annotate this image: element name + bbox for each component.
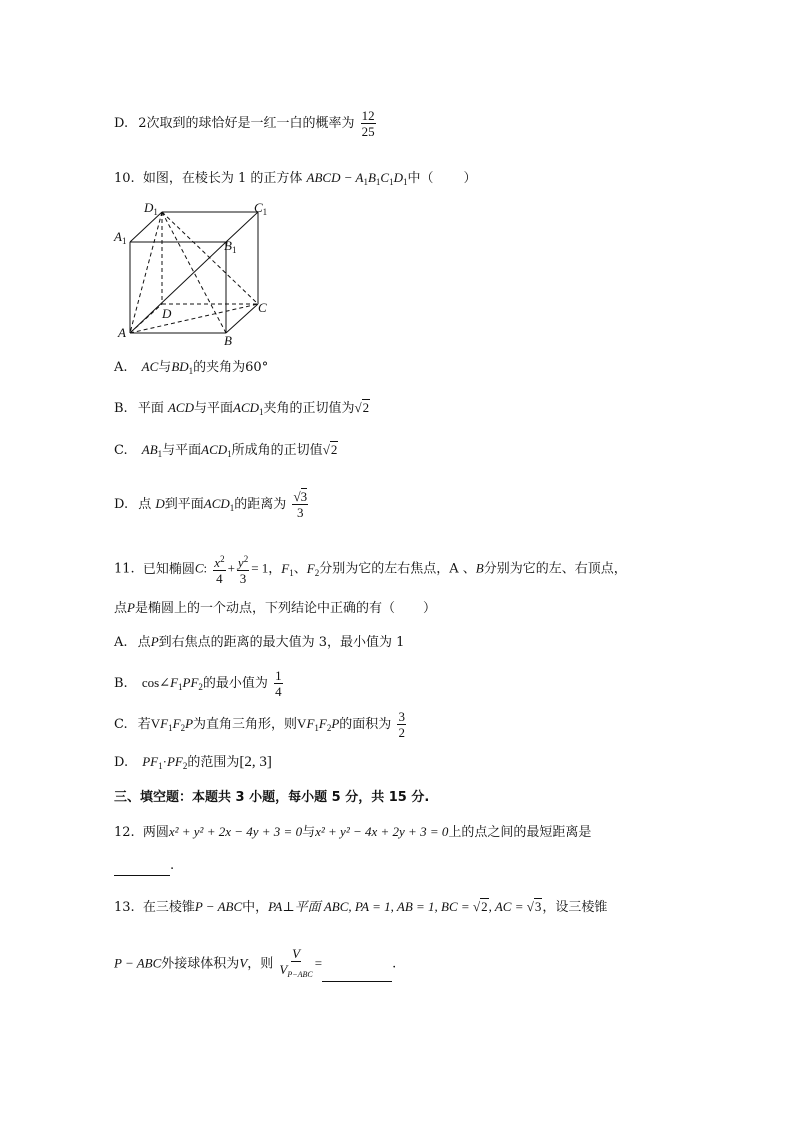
math-text: $ACD_1$ — [201, 442, 232, 459]
fraction-y2-over-3: $\frac{y^2}{3}$ — [237, 554, 249, 586]
option-text: 点 — [137, 635, 151, 650]
fraction-1-over-4: $\frac{1}{4}$ — [275, 668, 282, 699]
fraction-12-25 — [361, 108, 376, 139]
math-text: D — [155, 496, 165, 511]
option-text: 的夹角为60° — [193, 360, 269, 375]
math-text: $F_1F_2P$ — [306, 716, 340, 733]
triangle-symbol: V — [150, 716, 161, 731]
q11-stem-line2 — [114, 598, 436, 619]
stem-text: 中（ — [407, 171, 434, 186]
fraction-3-over-2: $\frac{3}{2}$ — [398, 709, 405, 740]
stem-text: 如图，在棱长为 1 的正方体 — [142, 171, 303, 186]
math-text: $AB_1$ — [141, 442, 163, 459]
q11-stem-line1: 11. 已知椭圆C: $\frac{x^2}{4}$ + $\frac{y^2}{3}$ = 1，$F_1$、$F_2$分别为它的左右焦点，A 、B分别为它的左、右顶点， — [114, 554, 627, 586]
cube-figure — [110, 198, 280, 348]
math-text: P − ABC — [194, 899, 243, 914]
hidden-D1A — [130, 212, 162, 333]
stem-text: ，则 — [247, 956, 274, 972]
answer-paren: ） — [422, 601, 436, 616]
option-label: C. — [114, 443, 128, 458]
option-label: C. — [114, 717, 128, 732]
math-text: P — [150, 634, 159, 649]
option-label: B. — [114, 401, 128, 416]
option-label: B. — [114, 676, 128, 691]
question-number: 11. — [114, 561, 135, 577]
circle-equation-1: x² + y² + 2x − 4y + 3 = 0 — [168, 824, 303, 839]
dot-operator: · — [162, 754, 167, 769]
math-text: = 1 — [251, 560, 269, 576]
fraction-numerator: √3 — [293, 489, 308, 504]
fraction-x2-over-4: $\frac{x^2}{4}$ — [214, 554, 225, 586]
q10-option-a — [114, 357, 268, 381]
stem-text: 中， — [242, 900, 269, 915]
option-text: 到右焦点的距离的最大值为 3，最小值为 1 — [158, 635, 405, 650]
q11-option-d — [114, 752, 272, 776]
label-D: D — [162, 306, 172, 321]
stem-text: 两圆 — [142, 825, 169, 840]
sqrt-2: √2 — [354, 400, 370, 415]
equals-sign: = — [314, 955, 323, 971]
q10-option-d — [114, 489, 310, 520]
math-text: $F_1F_2P$ — [160, 716, 194, 733]
label-D1: $D_1$ — [144, 200, 158, 217]
math-text: $BD_1$ — [171, 359, 194, 376]
stem-text: . — [170, 858, 175, 873]
math-text: P − ABC — [114, 955, 162, 971]
stem-text: 上的点之间的最短距离是 — [448, 825, 592, 840]
label-C1: $C_1$ — [254, 200, 268, 217]
q12-stem — [114, 822, 591, 843]
stem-text: 、 — [293, 561, 307, 577]
fraction-sqrt3-over-3 — [292, 489, 308, 520]
question-number: 10. — [114, 171, 135, 186]
stem-text: 与 — [302, 825, 316, 840]
math-text: B — [475, 560, 484, 576]
math-text: $F_1$ — [281, 560, 294, 578]
math-text: PA⊥平面 ABC, PA = 1, AB = 1, BC = — [268, 899, 473, 914]
q10-option-b — [114, 398, 370, 422]
q12-answer-line — [114, 856, 174, 876]
option-text: 点 — [138, 497, 152, 512]
option-text: 的面积为 — [339, 717, 392, 732]
math-text: C — [194, 560, 204, 576]
label-B: B — [224, 333, 232, 348]
option-label: D. — [114, 497, 129, 512]
question-number: 13. — [114, 900, 135, 915]
q9-option-d — [114, 108, 378, 139]
label-B1: $B_1$ — [224, 238, 237, 255]
math-text: $F_2$ — [306, 560, 320, 578]
fraction-denominator: 3 — [297, 505, 304, 520]
math-text: $F_1PF_2$ — [170, 675, 203, 692]
q10-stem — [114, 168, 476, 192]
option-text: 与平面 — [193, 401, 233, 416]
cube-name: ABCD − $A_1B_1C_1D_1$ — [306, 170, 408, 187]
option-text: 的最小值为 — [202, 676, 268, 691]
math-text: V — [239, 955, 248, 971]
option-text: 夹角的正切值为 — [263, 401, 355, 416]
math-text: ACD — [167, 400, 194, 415]
math-text: P — [127, 600, 135, 615]
diagonal-AB1 — [130, 242, 226, 333]
edge-BC — [226, 304, 258, 333]
fraction-denominator: 25 — [361, 124, 375, 139]
option-text: 到平面 — [164, 497, 204, 512]
option-text: 为直角三角形，则 — [193, 717, 298, 732]
stem-text: ， — [268, 561, 282, 577]
option-text: 与平面 — [162, 443, 202, 458]
option-text: 所成角的正切值 — [231, 443, 323, 458]
stem-text: 分别为它的左、右顶点， — [483, 561, 627, 577]
label-A: A — [118, 325, 126, 340]
sqrt-3: √3 — [526, 899, 542, 914]
stem-text: 在三棱锥 — [142, 900, 195, 915]
stem-text: 分别为它的左右焦点，A 、 — [319, 561, 476, 577]
option-text: 与 — [158, 360, 172, 375]
math-text: AC — [141, 359, 159, 374]
option-text: 2次取到的球恰好是一红一白的概率为 — [138, 116, 355, 131]
hidden-AC — [130, 304, 258, 333]
answer-blank[interactable] — [114, 875, 170, 876]
q13-stem-line1 — [114, 897, 607, 918]
stem-text: ，设三棱锥 — [542, 900, 608, 915]
option-text: 的范围为 — [187, 755, 240, 770]
option-text: 平面 — [137, 401, 164, 416]
fraction-numerator: 12 — [361, 108, 375, 123]
sqrt-2: √2 — [322, 442, 338, 457]
option-label: D. — [114, 116, 129, 131]
sqrt-2: √2 — [472, 899, 488, 914]
option-text: 若 — [137, 717, 151, 732]
q13-stem-line2 — [114, 946, 396, 982]
q11-option-b — [114, 668, 285, 699]
answer-paren: ） — [463, 171, 477, 186]
stem-text: . — [392, 956, 397, 972]
circle-equation-2: x² + y² − 4x + 2y + 3 = 0 — [315, 824, 449, 839]
triangle-symbol: V — [297, 716, 307, 731]
section-title: 三、填空题：本题共 3 小题，每小题 5 分，共 15 分. — [114, 790, 430, 805]
q11-option-c — [114, 709, 408, 740]
q10-option-c — [114, 440, 338, 464]
stem-text: 已知椭圆 — [142, 561, 195, 577]
math-text: , AC = — [488, 899, 527, 914]
stem-text: 是椭圆上的一个动点，下列结论中正确的有（ — [134, 601, 395, 616]
stem-text: 外接球体积为 — [161, 956, 240, 972]
stem-text: 点 — [114, 601, 128, 616]
vector-PF2: $PF_2$ — [166, 754, 188, 771]
option-label: D. — [114, 755, 129, 770]
question-number: 12. — [114, 825, 135, 840]
label-A1: $A_1$ — [114, 229, 127, 246]
option-text: 的距离为 — [234, 497, 287, 512]
fraction-volume-ratio: $\frac{V}{V_{P-ABC}}$ — [279, 946, 313, 979]
label-C: C — [258, 300, 267, 315]
math-text: $ACD_1$ — [203, 496, 235, 513]
answer-blank[interactable] — [322, 981, 392, 982]
math-text: $ACD_1$ — [233, 400, 264, 417]
vector-PF1: $PF_1$ — [142, 754, 163, 771]
option-label: A. — [114, 635, 128, 650]
q11-option-a — [114, 632, 404, 653]
option-label: A. — [114, 360, 128, 375]
math-text: cos∠ — [141, 675, 171, 690]
math-text: [2, 3] — [239, 754, 272, 770]
